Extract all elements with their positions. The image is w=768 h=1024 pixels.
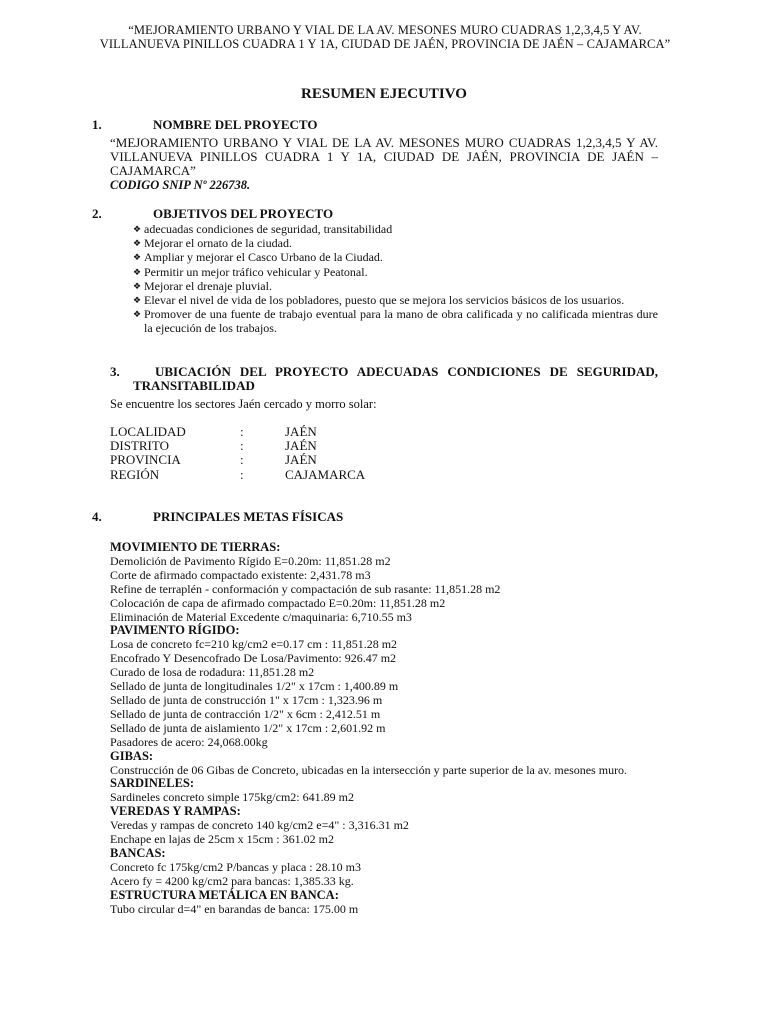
section-4-title: PRINCIPALES METAS FÍSICAS: [153, 509, 344, 524]
group-heading-speed-bumps: GIBAS:: [110, 748, 154, 763]
physical-goals: [110, 541, 658, 916]
section-4-number: 4.: [92, 509, 102, 524]
section-1-title: NOMBRE DEL PROYECTO: [153, 117, 318, 132]
location-row: PROVINCIA : JAÉN: [110, 452, 317, 467]
list-item: Eliminación de Material Excedente c/maquinaria: 6,710.55 m3: [110, 609, 412, 624]
group-heading-earthworks: MOVIMIENTO DE TIERRAS:: [110, 540, 281, 554]
document-title: RESUMEN EJECUTIVO: [301, 86, 467, 102]
diamond-bullet-icon: ❖: [133, 295, 142, 306]
diamond-bullet-icon: ❖: [133, 309, 142, 320]
project-name-line-2: VILLANUEVA PINILLOS CUADRA 1 Y 1A, CIUDAD DE JAÉN, PROVINCIA DE JAÉN –: [110, 149, 658, 164]
group-heading-curbs: SARDINELES:: [110, 776, 195, 791]
list-item: Pasadores de acero: 24,068.00kg: [110, 734, 268, 749]
page-header: [60, 23, 710, 51]
header-line-2: VILLANUEVA PINILLOS CUADRA 1 Y 1A, CIUDAD DE JAÉN, PROVINCIA DE JAÉN – CAJAMARCA”: [99, 37, 671, 51]
snip-code: CODIGO SNIP Nº 226738.: [110, 178, 251, 192]
list-item: Concreto fc 175kg/cm2 P/bancas y placa : 28.10 m3: [110, 859, 361, 874]
list-item: ❖ Elevar el nivel de vida de los pobladores, puesto que se mejora los servicios básicos de los usuarios.: [133, 293, 625, 308]
list-item: Colocación de capa de afirmado compactado E=0.20m: 11,851.28 m2: [110, 595, 446, 610]
list-item: Losa de concreto fc=210 kg/cm2 e=0.17 cm : 11,851.28 m2: [110, 637, 398, 652]
section-3-number: 3.: [110, 364, 120, 379]
list-item: Sellado de junta de aislamiento 1/2" x 17cm : 2,601.92 m: [110, 720, 386, 735]
list-item: Corte de afirmado compactado existente: 2,431.78 m3: [110, 567, 371, 582]
list-item: ❖ adecuadas condiciones de seguridad, transitabilidad: [133, 222, 393, 236]
list-item: Sellado de junta de longitudinales 1/2" x 17cm : 1,400.89 m: [110, 679, 399, 694]
list-item: Sellado de junta de construcción 1" x 17cm : 1,323.96 m: [110, 692, 383, 707]
section-1-number: 1.: [92, 117, 102, 132]
diamond-bullet-icon: ❖: [133, 238, 142, 249]
diamond-bullet-icon: ❖: [133, 252, 142, 263]
project-name-line-1: “MEJORAMIENTO URBANO Y VIAL DE LA AV. MESONES MURO CUADRAS 1,2,3,4,5 Y AV.: [110, 135, 658, 150]
section-3-title-line-1: UBICACIÓN DEL PROYECTO ADECUADAS CONDICIONES DE SEGURIDAD,: [155, 364, 658, 379]
list-item: Encofrado Y Desencofrado De Losa/Pavimento: 926.47 m2: [110, 651, 397, 666]
list-item: Refine de terraplén - conformación y compactación de sub rasante: 11,851.28 m2: [110, 581, 501, 596]
header-line-1: “MEJORAMIENTO URBANO Y VIAL DE LA AV. MESONES MURO CUADRAS 1,2,3,4,5 Y AV.: [128, 23, 642, 37]
diamond-bullet-icon: ❖: [133, 280, 142, 291]
diamond-bullet-icon: ❖: [133, 266, 142, 277]
group-heading-rigid-pavement: PAVIMENTO RÍGIDO:: [110, 623, 240, 638]
list-item: ❖ Permitir un mejor tráfico vehicular y Peatonal.: [133, 264, 368, 279]
diamond-bullet-icon: ❖: [133, 224, 142, 234]
list-item: Enchape en lajas de 25cm x 15cm : 361.02 m2: [110, 832, 334, 847]
list-item: Demolición de Pavimento Rígido E=0.20m: 11,851.28 m2: [110, 553, 391, 568]
section-2-title: OBJETIVOS DEL PROYECTO: [153, 206, 334, 221]
section-3-intro: Se encuentre los sectores Jaén cercado y morro solar:: [110, 397, 377, 411]
list-item: Curado de losa de rodadura: 11,851.28 m2: [110, 665, 315, 680]
list-item: ❖ Mejorar el ornato de la ciudad.: [133, 236, 292, 251]
group-heading-metal-structure: ESTRUCTURA METÁLICA EN BANCA:: [110, 887, 339, 902]
objectives-list: [133, 222, 658, 336]
location-row: DISTRITO : JAÉN: [110, 438, 317, 453]
section-2-number: 2.: [92, 206, 102, 221]
project-name-line-3: CAJAMARCA”: [110, 163, 196, 178]
group-heading-benches: BANCAS:: [110, 845, 166, 860]
list-item: Sardineles concreto simple 175kg/cm2: 641.89 m2: [110, 790, 354, 805]
list-item: Sellado de junta de contracción 1/2" x 6cm : 2,412.51 m: [110, 706, 381, 721]
list-item: ❖ Mejorar el drenaje pluvial.: [133, 278, 272, 293]
project-name: [110, 136, 658, 178]
list-item: Tubo circular d=4" en barandas de banca: 175.00 m: [110, 901, 359, 916]
list-item: Veredas y rampas de concreto 140 kg/cm2 e=4" : 3,316.31 m2: [110, 818, 409, 833]
section-3-title-line-2: TRANSITABILIDAD: [133, 378, 255, 393]
list-item: Acero fy = 4200 kg/cm2 para bancas: 1,385.33 kg.: [110, 873, 354, 888]
location-row: LOCALIDAD : JAÉN: [110, 424, 317, 439]
location-row: REGIÓN : CAJAMARCA: [110, 467, 366, 482]
list-item: Construcción de 06 Gibas de Concreto, ubicadas en la intersección y parte superior de la av. mesones muro.: [110, 762, 628, 777]
group-heading-sidewalks-ramps: VEREDAS Y RAMPAS:: [110, 804, 241, 819]
list-item: ❖ Promover de una fuente de trabajo eventual para la mano de obra calificada y no calificada mientras dure la ejecución de los trabajos.: [133, 307, 658, 336]
list-item: ❖ Ampliar y mejorar el Casco Urbano de la Ciudad.: [133, 250, 383, 265]
